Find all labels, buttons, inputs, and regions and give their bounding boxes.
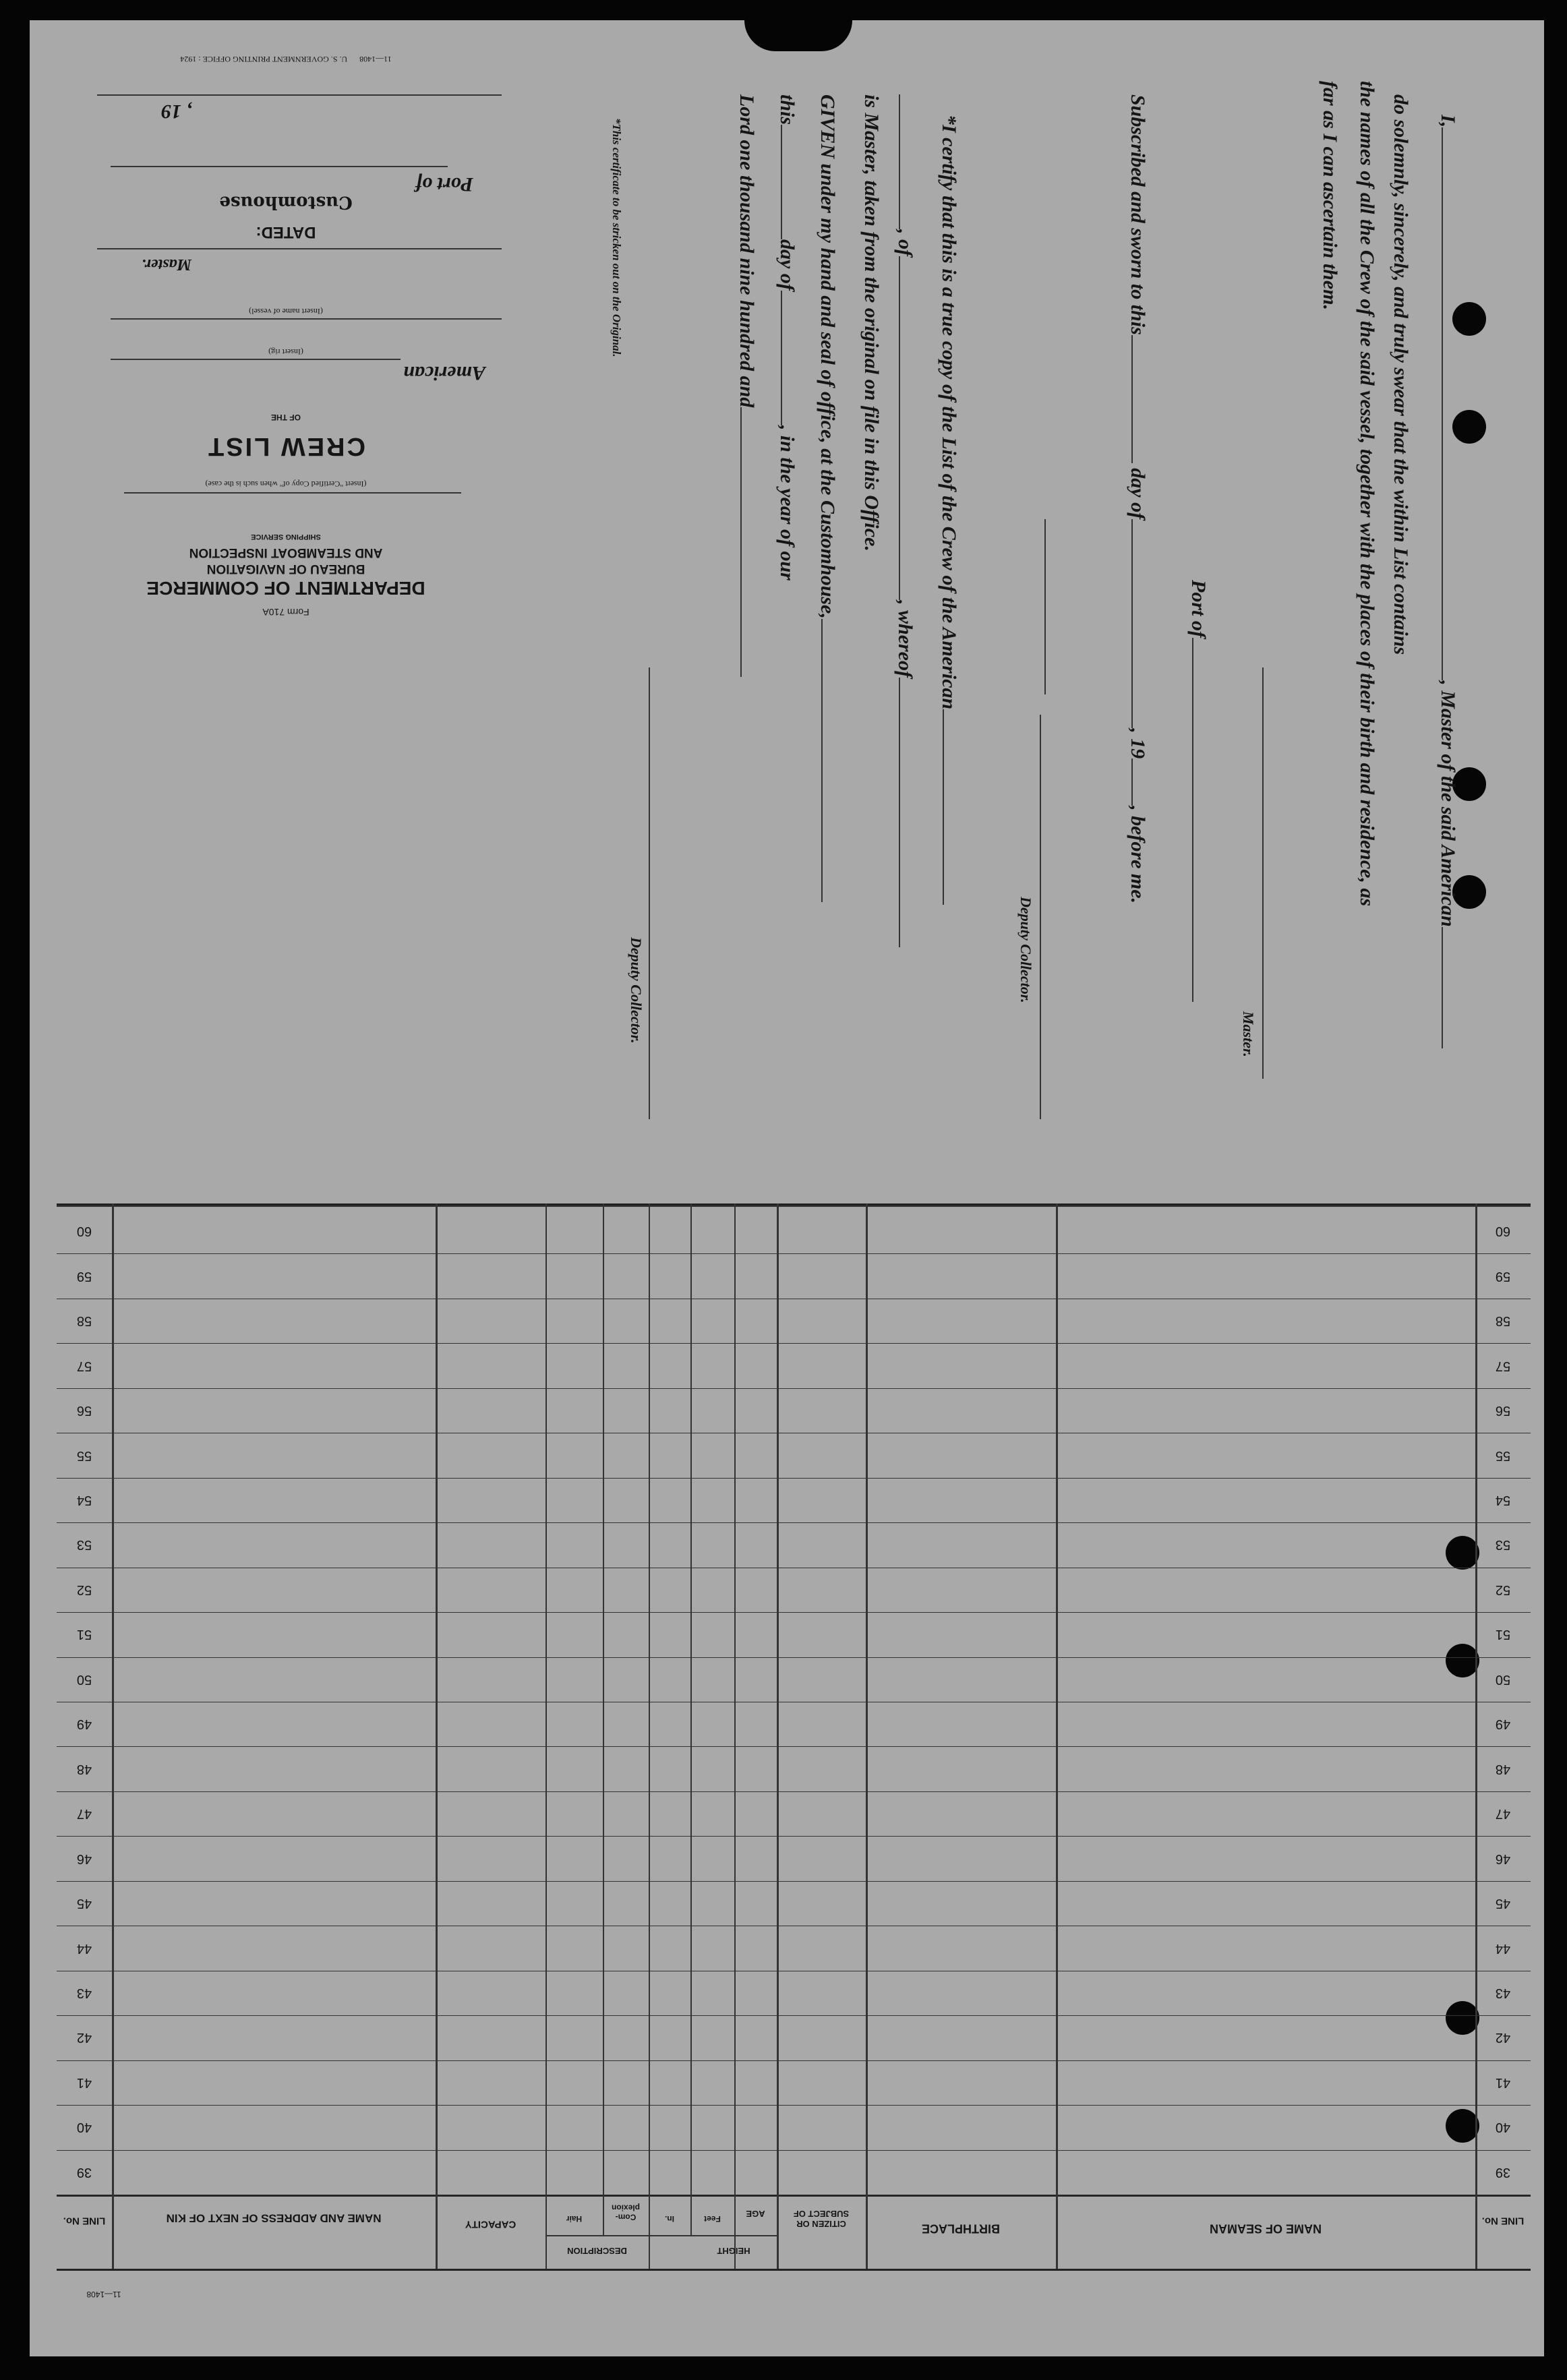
cover-port-of: Port of bbox=[415, 173, 473, 196]
col-divider bbox=[1056, 1203, 1058, 2269]
oath-line-4: far as I can ascertain them. bbox=[1319, 81, 1341, 311]
line-number-left: 51 bbox=[76, 1627, 92, 1642]
line-number-right: 53 bbox=[1495, 1537, 1511, 1553]
cover-panel bbox=[70, 54, 502, 1106]
oath-line-2: do solemnly, sincerely, and truly swear that the within List contains bbox=[1390, 94, 1412, 655]
header-height: HEIGHT bbox=[717, 2245, 750, 2256]
line-number-left: 53 bbox=[76, 1537, 92, 1553]
line-number-right: 59 bbox=[1495, 1268, 1511, 1284]
lord-line: Lord one thousand nine hundred and bbox=[735, 94, 758, 677]
line-number-left: 41 bbox=[76, 2075, 92, 2090]
printer-line: 11—1408 U. S. GOVERNMENT PRINTING OFFICE : 1924 bbox=[180, 55, 392, 64]
line-number-right: 39 bbox=[1495, 2164, 1511, 2180]
master-line bbox=[97, 248, 502, 249]
row-divider bbox=[57, 2060, 1531, 2061]
header-inches: In. bbox=[665, 2213, 674, 2224]
deputy-collector-label-1: Deputy Collector. bbox=[1017, 897, 1034, 1003]
table-bottom-border bbox=[57, 2269, 1531, 2271]
row-divider bbox=[57, 2105, 1531, 2106]
header-hair: Hair bbox=[566, 2213, 583, 2224]
bureau-line-1: BUREAU OF NAVIGATION bbox=[206, 562, 365, 576]
subheader-line bbox=[734, 2235, 777, 2236]
master-signature-line bbox=[1262, 667, 1264, 1079]
crew-list-title: CREW LIST bbox=[206, 432, 365, 460]
header-complexion: Com- plexion bbox=[612, 2203, 641, 2222]
line-number-left: 44 bbox=[76, 1940, 92, 1956]
subscribed-line: Subscribed and sworn to this day of, 19, before me. bbox=[1127, 94, 1149, 904]
row-divider bbox=[57, 1881, 1531, 1882]
line-number-right: 50 bbox=[1495, 1671, 1511, 1687]
line-number-left: 47 bbox=[76, 1806, 92, 1822]
line-number-left: 60 bbox=[76, 1224, 92, 1239]
row-divider bbox=[57, 1253, 1531, 1254]
col-divider bbox=[1475, 1203, 1477, 2269]
line-number-right: 44 bbox=[1495, 1940, 1511, 1956]
paper-notch bbox=[744, 20, 852, 51]
line-number-right: 43 bbox=[1495, 1985, 1511, 2000]
vessel-name-line bbox=[111, 318, 502, 320]
header-next-of-kin: NAME AND ADDRESS OF NEXT OF KIN bbox=[166, 2211, 382, 2225]
header-birthplace: BIRTHPLACE bbox=[922, 2222, 1000, 2236]
department-title: DEPARTMENT OF COMMERCE bbox=[146, 578, 425, 599]
certified-copy-note: (Insert "Certified Copy of" when such is the case) bbox=[205, 479, 367, 489]
rig-line bbox=[111, 359, 401, 360]
col-divider bbox=[649, 1203, 650, 2269]
row-divider bbox=[57, 1657, 1531, 1658]
seal-line bbox=[1044, 519, 1046, 694]
col-divider bbox=[545, 1203, 547, 2269]
header-line-no-left: LINE No. bbox=[63, 2215, 106, 2227]
is-master-line: is Master, taken from the original on file in this Office. bbox=[860, 94, 883, 552]
port-line bbox=[111, 166, 448, 167]
cover-american: American bbox=[403, 362, 485, 384]
shipping-service: SHIPPING SERVICE bbox=[251, 533, 321, 541]
col-divider bbox=[734, 1203, 736, 2269]
line-number-right: 52 bbox=[1495, 1582, 1511, 1597]
port-of-label: Port of bbox=[1187, 580, 1210, 1002]
line-number-right: 58 bbox=[1495, 1313, 1511, 1329]
line-number-left: 45 bbox=[76, 1896, 92, 1911]
row-divider bbox=[57, 1478, 1531, 1479]
this-day-line: thisday of, in the year of our bbox=[776, 94, 798, 581]
line-number-right: 56 bbox=[1495, 1403, 1511, 1419]
footnote: *This certificate to be stricken out on the Original. bbox=[610, 118, 623, 357]
oath-line-1: I,, Master of the said American bbox=[1436, 115, 1459, 1048]
row-divider bbox=[57, 2015, 1531, 2016]
table-footer-code: 11—1408 bbox=[86, 2289, 121, 2299]
line-number-right: 40 bbox=[1495, 2120, 1511, 2135]
insert-name-note: (Insert name of vessel) bbox=[249, 307, 323, 316]
dated-label: DATED: bbox=[256, 223, 316, 241]
deputy-signature-line-2 bbox=[649, 667, 650, 1119]
master-signature-label: Master. bbox=[1240, 1011, 1257, 1057]
of-the-label: OF THE bbox=[271, 413, 301, 422]
line-number-left: 50 bbox=[76, 1671, 92, 1687]
crew-list-sheet bbox=[30, 20, 1544, 2356]
crew-table bbox=[57, 1203, 1531, 2329]
deputy-collector-label-2: Deputy Collector. bbox=[628, 937, 645, 1044]
row-divider bbox=[57, 1746, 1531, 1747]
line-number-right: 48 bbox=[1495, 1761, 1511, 1777]
line-number-right: 60 bbox=[1495, 1224, 1511, 1239]
row-divider bbox=[57, 1388, 1531, 1389]
line-number-left: 40 bbox=[76, 2120, 92, 2135]
line-number-right: 51 bbox=[1495, 1627, 1511, 1642]
row-divider bbox=[57, 1612, 1531, 1613]
line-number-right: 45 bbox=[1495, 1896, 1511, 1911]
form-number: Form 710A bbox=[262, 607, 309, 618]
line-number-left: 59 bbox=[76, 1268, 92, 1284]
line-number-left: 48 bbox=[76, 1761, 92, 1777]
oath-line-3: the names of all the Crew of the said vessel, together with the places of their birth and residence, as bbox=[1356, 81, 1378, 907]
line-number-left: 49 bbox=[76, 1717, 92, 1732]
line-number-left: 52 bbox=[76, 1582, 92, 1597]
year-line bbox=[97, 94, 502, 96]
header-description: DESCRIPTION bbox=[567, 2245, 627, 2256]
line-number-right: 47 bbox=[1495, 1806, 1511, 1822]
line-number-right: 55 bbox=[1495, 1448, 1511, 1463]
line-number-right: 57 bbox=[1495, 1358, 1511, 1373]
col-divider bbox=[603, 1203, 604, 2235]
of-whereof-line: , of, whereof bbox=[893, 94, 916, 947]
row-divider bbox=[57, 1343, 1531, 1344]
insert-rig-note: (Insert rig) bbox=[268, 347, 303, 357]
line-number-right: 41 bbox=[1495, 2075, 1511, 2090]
header-citizen: CITIZEN OR SUBJECT OF bbox=[793, 2208, 850, 2229]
line-number-left: 43 bbox=[76, 1985, 92, 2000]
row-divider bbox=[57, 1836, 1531, 1837]
row-divider bbox=[57, 2150, 1531, 2151]
certified-line bbox=[124, 492, 461, 494]
line-number-left: 46 bbox=[76, 1851, 92, 1866]
bureau-line-2: AND STEAMBOAT INSPECTION bbox=[189, 545, 383, 560]
header-line-no: LINE No. bbox=[1481, 2215, 1525, 2227]
line-number-left: 57 bbox=[76, 1358, 92, 1373]
col-divider bbox=[436, 1203, 438, 2269]
line-number-left: 39 bbox=[76, 2164, 92, 2180]
col-divider bbox=[777, 1203, 779, 2269]
line-number-left: 42 bbox=[76, 2030, 92, 2046]
line-number-right: 46 bbox=[1495, 1851, 1511, 1866]
line-number-left: 56 bbox=[76, 1403, 92, 1419]
given-line: GIVEN under my hand and seal of office, at the Customhouse, bbox=[816, 94, 839, 902]
line-number-right: 49 bbox=[1495, 1717, 1511, 1732]
line-number-left: 55 bbox=[76, 1448, 92, 1463]
header-capacity: CAPACITY bbox=[465, 2218, 516, 2230]
cover-year: , 19 bbox=[161, 100, 191, 123]
header-name: NAME OF SEAMAN bbox=[1210, 2222, 1322, 2236]
cover-master: Master. bbox=[141, 256, 191, 273]
line-number-left: 54 bbox=[76, 1492, 92, 1508]
table-top-border-2 bbox=[57, 1206, 1531, 1207]
certify-line: *I certify that this is a true copy of the List of the Crew of the American bbox=[937, 115, 960, 905]
row-divider bbox=[57, 1522, 1531, 1523]
line-number-left: 58 bbox=[76, 1313, 92, 1329]
deputy-signature-line-1 bbox=[1040, 715, 1041, 1119]
col-divider bbox=[112, 1203, 114, 2269]
line-number-right: 42 bbox=[1495, 2030, 1511, 2046]
line-number-right: 54 bbox=[1495, 1492, 1511, 1508]
col-divider bbox=[690, 1203, 692, 2235]
header-age: AGE bbox=[746, 2208, 765, 2219]
col-divider bbox=[866, 1203, 868, 2269]
customhouse-label: Customhouse bbox=[219, 192, 353, 212]
header-feet: Feet bbox=[704, 2213, 721, 2224]
row-divider bbox=[57, 1791, 1531, 1792]
